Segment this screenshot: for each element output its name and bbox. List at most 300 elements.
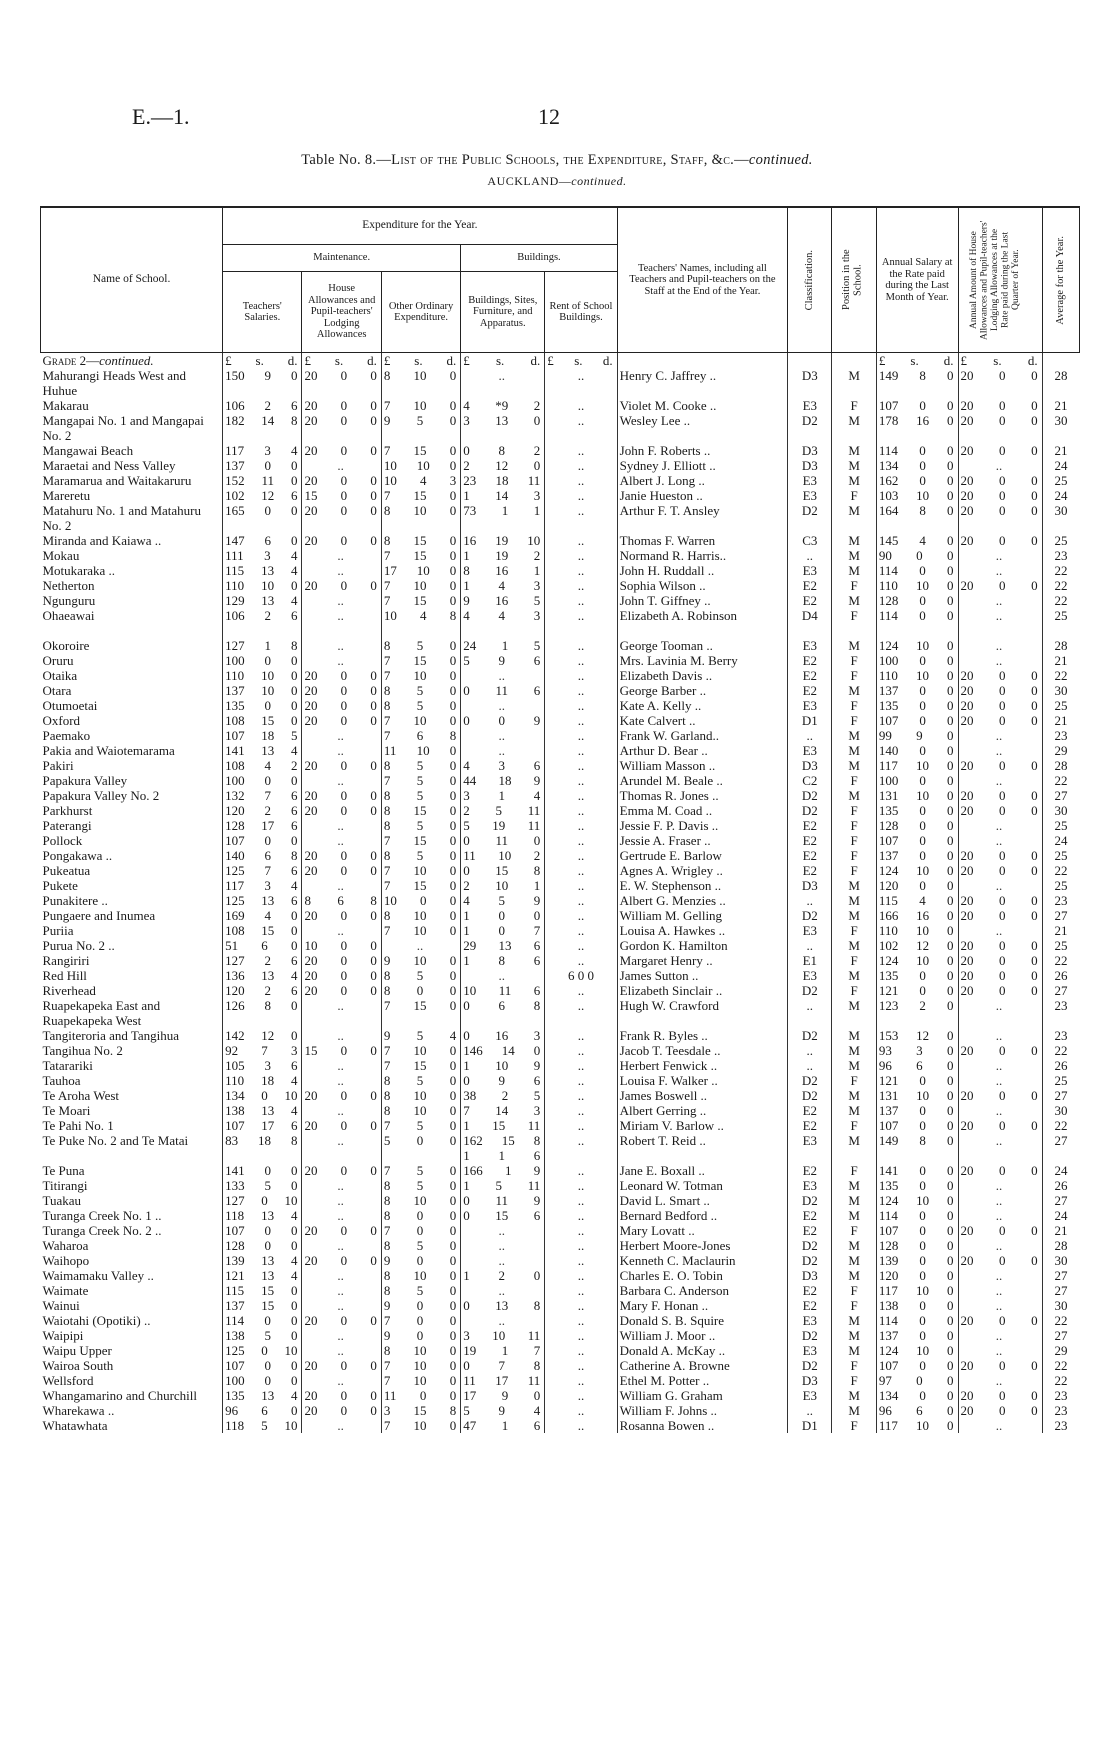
buildings-cell xyxy=(461,773,545,788)
buildings-value: 3 10 11 xyxy=(463,1328,541,1343)
classification-cell: E2 xyxy=(788,653,832,668)
salary-value: 114 0 0 xyxy=(878,1313,954,1328)
subtitle-region: AUCKLAND— xyxy=(487,174,572,188)
salaries-value: 137 0 0 xyxy=(225,458,298,473)
other-cell xyxy=(381,1133,460,1163)
salaries-value: 110 18 4 xyxy=(225,1073,298,1088)
salary-value: 137 0 0 xyxy=(878,683,954,698)
salaries-value: 169 4 0 xyxy=(225,908,298,923)
position-cell: F xyxy=(832,608,876,623)
allowances-cell xyxy=(958,698,1042,713)
buildings-value: .. xyxy=(498,968,505,983)
salary-cell xyxy=(876,1298,958,1313)
classification-cell: E3 xyxy=(788,968,832,983)
other-cell xyxy=(381,473,460,488)
house-value: .. xyxy=(337,998,344,1013)
classification-cell: D2 xyxy=(788,788,832,803)
school-row xyxy=(41,1403,1080,1418)
position-cell: M xyxy=(832,1208,876,1223)
school-name: Red Hill xyxy=(42,968,87,983)
rent-cell: .. xyxy=(545,458,617,473)
school-name: Waimate xyxy=(42,1283,89,1298)
teacher-name: Mary Lovatt .. xyxy=(617,1223,787,1238)
house-value: .. xyxy=(337,1328,344,1343)
average-cell: 22 xyxy=(1042,563,1079,578)
salary-cell xyxy=(876,698,958,713)
average-cell: 27 xyxy=(1042,1193,1079,1208)
allowances-cell xyxy=(958,1238,1042,1253)
buildings-value: 146 14 0 xyxy=(463,1043,541,1058)
subtitle-continued: continued. xyxy=(571,174,627,188)
teacher-name: Albert Gerring .. xyxy=(617,1103,787,1118)
other-value: 7 10 0 xyxy=(383,713,457,728)
unit-d: d. xyxy=(287,353,298,368)
rent-cell: 6 0 0 xyxy=(545,968,617,983)
buildings-cell xyxy=(461,953,545,968)
page-ref: E.—1. xyxy=(132,104,190,129)
allowances-cell xyxy=(958,638,1042,653)
other-value: 8 10 0 xyxy=(383,503,457,518)
buildings-value: 7 14 3 xyxy=(463,1103,541,1118)
teacher-name: George Tooman .. xyxy=(617,638,787,653)
school-name: Miranda and Kaiawa .. xyxy=(42,533,162,548)
buildings-value-extra: 1 1 6 xyxy=(463,1148,541,1163)
salaries-cell xyxy=(223,593,302,608)
other-value: 8 5 0 xyxy=(383,638,457,653)
allowances-value: 20 0 0 xyxy=(960,803,1038,818)
rent-cell: .. xyxy=(545,1373,617,1388)
buildings-value: 0 9 6 xyxy=(463,1073,541,1088)
allowances-cell xyxy=(958,713,1042,728)
house-cell xyxy=(302,1103,381,1118)
school-row xyxy=(41,683,1080,698)
average-cell: 27 xyxy=(1042,1133,1079,1163)
classification-cell: D2 xyxy=(788,1193,832,1208)
buildings-cell xyxy=(461,1178,545,1193)
salary-value: 96 6 0 xyxy=(878,1403,954,1418)
classification-cell: .. xyxy=(788,998,832,1028)
position-cell: M xyxy=(832,1268,876,1283)
other-cell xyxy=(381,998,460,1028)
house-value: 20 0 0 xyxy=(304,953,377,968)
school-name: Purua No. 2 .. xyxy=(42,938,115,953)
salary-value: 124 10 0 xyxy=(878,863,954,878)
rent-cell: .. xyxy=(545,1223,617,1238)
buildings-value: 11 17 11 xyxy=(463,1373,541,1388)
teacher-name: Ethel M. Potter .. xyxy=(617,1373,787,1388)
teacher-name: David L. Smart .. xyxy=(617,1193,787,1208)
school-name: Waimamaku Valley .. xyxy=(42,1268,154,1283)
salaries-cell xyxy=(223,1358,302,1373)
salary-cell xyxy=(876,1403,958,1418)
school-row xyxy=(41,1133,1080,1163)
other-cell xyxy=(381,503,460,533)
salaries-cell xyxy=(223,863,302,878)
school-name: Puriia xyxy=(42,923,74,938)
salary-value: 114 0 0 xyxy=(878,443,954,458)
allowances-value: .. xyxy=(995,1058,1003,1073)
rent-cell: .. xyxy=(545,788,617,803)
school-name: Otara xyxy=(42,683,72,698)
school-row xyxy=(41,1118,1080,1133)
other-value: 8 10 0 xyxy=(383,368,457,383)
salaries-cell xyxy=(223,1058,302,1073)
teacher-name: Mrs. Lavinia M. Berry xyxy=(617,653,787,668)
teacher-name: Charles E. O. Tobin xyxy=(617,1268,787,1283)
salaries-cell xyxy=(223,473,302,488)
average-cell: 25 xyxy=(1042,473,1079,488)
position-cell: M xyxy=(832,503,876,533)
buildings-cell xyxy=(461,413,545,443)
house-cell xyxy=(302,1118,381,1133)
allowances-value: 20 0 0 xyxy=(960,1118,1038,1133)
teacher-name: Kate Calvert .. xyxy=(617,713,787,728)
salary-cell xyxy=(876,908,958,923)
average-cell: 25 xyxy=(1042,818,1079,833)
unit-s: s. xyxy=(993,353,1002,368)
salaries-value: 108 4 2 xyxy=(225,758,298,773)
teacher-name: Arthur F. T. Ansley xyxy=(617,503,787,533)
salaries-cell xyxy=(223,1073,302,1088)
salary-cell xyxy=(876,638,958,653)
salaries-cell xyxy=(223,1418,302,1433)
teacher-name: George Barber .. xyxy=(617,683,787,698)
teacher-name: Frank R. Byles .. xyxy=(617,1028,787,1043)
salaries-cell xyxy=(223,878,302,893)
school-name: Otaika xyxy=(42,668,78,683)
other-value: 17 10 0 xyxy=(383,563,457,578)
position-cell: F xyxy=(832,863,876,878)
salary-cell xyxy=(876,578,958,593)
salary-cell xyxy=(876,413,958,443)
house-cell xyxy=(302,1313,381,1328)
school-row xyxy=(41,1163,1080,1178)
classification-cell: D2 xyxy=(788,1028,832,1043)
buildings-cell xyxy=(461,653,545,668)
other-cell xyxy=(381,1418,460,1433)
school-name: Pongakawa .. xyxy=(42,848,113,863)
other-value: 8 10 0 xyxy=(383,1103,457,1118)
position-cell: M xyxy=(832,548,876,563)
salary-value: 90 0 0 xyxy=(878,548,954,563)
allowances-cell xyxy=(958,653,1042,668)
school-row xyxy=(41,563,1080,578)
house-cell xyxy=(302,698,381,713)
rent-cell: .. xyxy=(545,503,617,533)
school-name: Maramarua and Waitakaruru xyxy=(42,473,192,488)
salary-cell xyxy=(876,1223,958,1238)
allowances-value: 20 0 0 xyxy=(960,1163,1038,1178)
house-value: 15 0 0 xyxy=(304,488,377,503)
position-cell: M xyxy=(832,593,876,608)
other-cell xyxy=(381,908,460,923)
allowances-value: .. xyxy=(995,1208,1003,1223)
other-cell xyxy=(381,1223,460,1238)
school-row xyxy=(41,1388,1080,1403)
house-value: 20 0 0 xyxy=(304,698,377,713)
salary-cell xyxy=(876,653,958,668)
school-row xyxy=(41,368,1080,398)
salaries-cell xyxy=(223,848,302,863)
rent-cell: .. xyxy=(545,953,617,968)
rent-cell: .. xyxy=(545,1208,617,1223)
allowances-value: 20 0 0 xyxy=(960,503,1038,518)
allowances-value: .. xyxy=(995,1103,1003,1118)
school-row xyxy=(41,1073,1080,1088)
house-cell xyxy=(302,998,381,1028)
allowances-cell xyxy=(958,1133,1042,1163)
salaries-cell xyxy=(223,1208,302,1223)
average-cell: 23 xyxy=(1042,728,1079,743)
other-cell xyxy=(381,938,460,953)
average-cell: 30 xyxy=(1042,413,1079,443)
other-cell xyxy=(381,968,460,983)
house-cell xyxy=(302,683,381,698)
position-cell: M xyxy=(832,743,876,758)
salaries-cell xyxy=(223,893,302,908)
teacher-name: James Sutton .. xyxy=(617,968,787,983)
other-value: 7 15 0 xyxy=(383,548,457,563)
other-cell xyxy=(381,1313,460,1328)
average-cell: 21 xyxy=(1042,1223,1079,1238)
col-other-header: Other Ordinary Expenditure. xyxy=(381,272,460,353)
salary-value: 135 0 0 xyxy=(878,698,954,713)
other-value: 7 15 0 xyxy=(383,998,457,1013)
other-value: 7 15 0 xyxy=(383,443,457,458)
units-allowances xyxy=(958,353,1042,369)
buildings-value: 5 9 4 xyxy=(463,1403,541,1418)
buildings-value: 9 16 5 xyxy=(463,593,541,608)
house-value: 20 0 0 xyxy=(304,1358,377,1373)
other-value: 10 0 0 xyxy=(383,893,457,908)
house-cell xyxy=(302,533,381,548)
salaries-cell xyxy=(223,1343,302,1358)
allowances-cell xyxy=(958,563,1042,578)
teacher-name: Gordon K. Hamilton xyxy=(617,938,787,953)
buildings-cell xyxy=(461,443,545,458)
teacher-name: John H. Ruddall .. xyxy=(617,563,787,578)
salaries-cell xyxy=(223,1373,302,1388)
house-value: 20 0 0 xyxy=(304,848,377,863)
units-position xyxy=(832,353,876,369)
school-name: Te Pahi No. 1 xyxy=(42,1118,114,1133)
salaries-value: 135 0 0 xyxy=(225,698,298,713)
average-cell: 21 xyxy=(1042,923,1079,938)
average-cell: 27 xyxy=(1042,1088,1079,1103)
rent-cell: .. xyxy=(545,818,617,833)
average-cell: 23 xyxy=(1042,1388,1079,1403)
buildings-cell xyxy=(461,533,545,548)
buildings-cell xyxy=(461,863,545,878)
other-value: 7 15 0 xyxy=(383,593,457,608)
salary-cell xyxy=(876,983,958,998)
average-cell: 27 xyxy=(1042,1283,1079,1298)
salary-value: 149 8 0 xyxy=(878,368,954,383)
salaries-cell xyxy=(223,458,302,473)
buildings-cell xyxy=(461,1163,545,1178)
classification-cell: D3 xyxy=(788,1373,832,1388)
allowances-value: 20 0 0 xyxy=(960,443,1038,458)
units-buildings xyxy=(461,353,545,369)
house-value: 20 0 0 xyxy=(304,1118,377,1133)
school-row xyxy=(41,1298,1080,1313)
teacher-name: Donald A. McKay .. xyxy=(617,1343,787,1358)
classification-cell: E3 xyxy=(788,1313,832,1328)
allowances-value: .. xyxy=(995,563,1003,578)
position-cell: M xyxy=(832,683,876,698)
rent-cell: .. xyxy=(545,698,617,713)
allowances-value: .. xyxy=(995,638,1003,653)
salaries-cell xyxy=(223,998,302,1028)
buildings-value: .. xyxy=(498,1313,505,1328)
salaries-value: 106 2 6 xyxy=(225,608,298,623)
allowances-value: .. xyxy=(995,1298,1003,1313)
average-cell: 28 xyxy=(1042,1238,1079,1253)
house-value: 20 0 0 xyxy=(304,473,377,488)
allowances-value: 20 0 0 xyxy=(960,1253,1038,1268)
salaries-value: 182 14 8 xyxy=(225,413,298,428)
allowances-value: .. xyxy=(995,728,1003,743)
school-name: Maraetai and Ness Valley xyxy=(42,458,176,473)
salary-cell xyxy=(876,1418,958,1433)
salaries-value: 108 15 0 xyxy=(225,713,298,728)
salary-value: 114 0 0 xyxy=(878,563,954,578)
house-cell xyxy=(302,473,381,488)
average-cell: 28 xyxy=(1042,638,1079,653)
average-cell: 22 xyxy=(1042,668,1079,683)
buildings-cell xyxy=(461,1043,545,1058)
school-name: Ngunguru xyxy=(42,593,96,608)
buildings-cell xyxy=(461,1058,545,1073)
classification-cell: E2 xyxy=(788,863,832,878)
buildings-cell xyxy=(461,593,545,608)
salary-cell xyxy=(876,1358,958,1373)
average-cell: 26 xyxy=(1042,1058,1079,1073)
classification-cell: D1 xyxy=(788,713,832,728)
other-cell xyxy=(381,1028,460,1043)
allowances-cell xyxy=(958,1043,1042,1058)
buildings-value: 0 16 3 xyxy=(463,1028,541,1043)
classification-cell: E2 xyxy=(788,668,832,683)
position-cell: M xyxy=(832,1178,876,1193)
position-cell: M xyxy=(832,1133,876,1163)
allowances-cell xyxy=(958,983,1042,998)
classification-cell: .. xyxy=(788,1058,832,1073)
salary-value: 107 0 0 xyxy=(878,1118,954,1133)
position-cell: M xyxy=(832,443,876,458)
allowances-value: .. xyxy=(995,923,1003,938)
buildings-cell xyxy=(461,758,545,773)
allowances-cell xyxy=(958,503,1042,533)
average-cell: 27 xyxy=(1042,788,1079,803)
salaries-value: 105 3 6 xyxy=(225,1058,298,1073)
average-cell: 22 xyxy=(1042,773,1079,788)
salaries-value: 150 9 0 xyxy=(225,368,298,383)
rent-cell: .. xyxy=(545,923,617,938)
salaries-cell xyxy=(223,1088,302,1103)
classification-cell: D2 xyxy=(788,1328,832,1343)
other-value: 7 15 0 xyxy=(383,653,457,668)
other-cell xyxy=(381,743,460,758)
position-cell: M xyxy=(832,1088,876,1103)
salaries-value: 117 3 4 xyxy=(225,443,298,458)
average-cell: 24 xyxy=(1042,833,1079,848)
salary-cell xyxy=(876,1253,958,1268)
teacher-name: Elizabeth Sinclair .. xyxy=(617,983,787,998)
house-value: .. xyxy=(337,743,344,758)
house-cell xyxy=(302,893,381,908)
other-cell xyxy=(381,668,460,683)
house-value: 10 0 0 xyxy=(304,938,377,953)
house-cell xyxy=(302,608,381,623)
allowances-value: 20 0 0 xyxy=(960,1358,1038,1373)
allowances-cell xyxy=(958,1298,1042,1313)
salaries-value: 128 17 6 xyxy=(225,818,298,833)
allowances-value: .. xyxy=(995,1193,1003,1208)
house-cell xyxy=(302,833,381,848)
rent-cell: .. xyxy=(545,893,617,908)
salaries-cell xyxy=(223,1268,302,1283)
teacher-name: Sophia Wilson .. xyxy=(617,578,787,593)
other-value: 11 10 0 xyxy=(383,743,457,758)
house-cell xyxy=(302,578,381,593)
salaries-value: 140 6 8 xyxy=(225,848,298,863)
teacher-name: Catherine A. Browne xyxy=(617,1358,787,1373)
house-value: .. xyxy=(337,1298,344,1313)
school-row xyxy=(41,398,1080,413)
position-cell: M xyxy=(832,1388,876,1403)
school-row xyxy=(41,548,1080,563)
school-row xyxy=(41,743,1080,758)
salary-cell xyxy=(876,773,958,788)
classification-cell: E3 xyxy=(788,1178,832,1193)
salaries-value: 141 0 0 xyxy=(225,1163,298,1178)
house-value: 20 0 0 xyxy=(304,368,377,383)
house-value: 20 0 0 xyxy=(304,683,377,698)
school-name: Whatawhata xyxy=(42,1418,108,1433)
allowances-cell xyxy=(958,1403,1042,1418)
salary-value: 149 8 0 xyxy=(878,1133,954,1148)
position-cell: F xyxy=(832,1358,876,1373)
salaries-value: 106 2 6 xyxy=(225,398,298,413)
salary-value: 141 0 0 xyxy=(878,1163,954,1178)
buildings-value: 0 6 8 xyxy=(463,998,541,1013)
other-cell xyxy=(381,1268,460,1283)
salary-cell xyxy=(876,848,958,863)
salary-cell xyxy=(876,968,958,983)
spacer-cell xyxy=(958,623,1042,638)
salary-cell xyxy=(876,1238,958,1253)
other-value: 8 5 0 xyxy=(383,848,457,863)
other-cell xyxy=(381,788,460,803)
position-cell: F xyxy=(832,1223,876,1238)
salary-cell xyxy=(876,1103,958,1118)
salary-cell xyxy=(876,818,958,833)
house-cell xyxy=(302,773,381,788)
average-cell: 27 xyxy=(1042,1268,1079,1283)
school-row xyxy=(41,638,1080,653)
classification-cell: D2 xyxy=(788,983,832,998)
buildings-value: .. xyxy=(498,1223,505,1238)
average-cell: 29 xyxy=(1042,743,1079,758)
house-cell xyxy=(302,1373,381,1388)
units-salaries xyxy=(223,353,302,369)
house-value: .. xyxy=(337,1028,344,1043)
buildings-cell xyxy=(461,1403,545,1418)
salaries-value: 152 11 0 xyxy=(225,473,298,488)
school-row xyxy=(41,1268,1080,1283)
house-cell xyxy=(302,938,381,953)
